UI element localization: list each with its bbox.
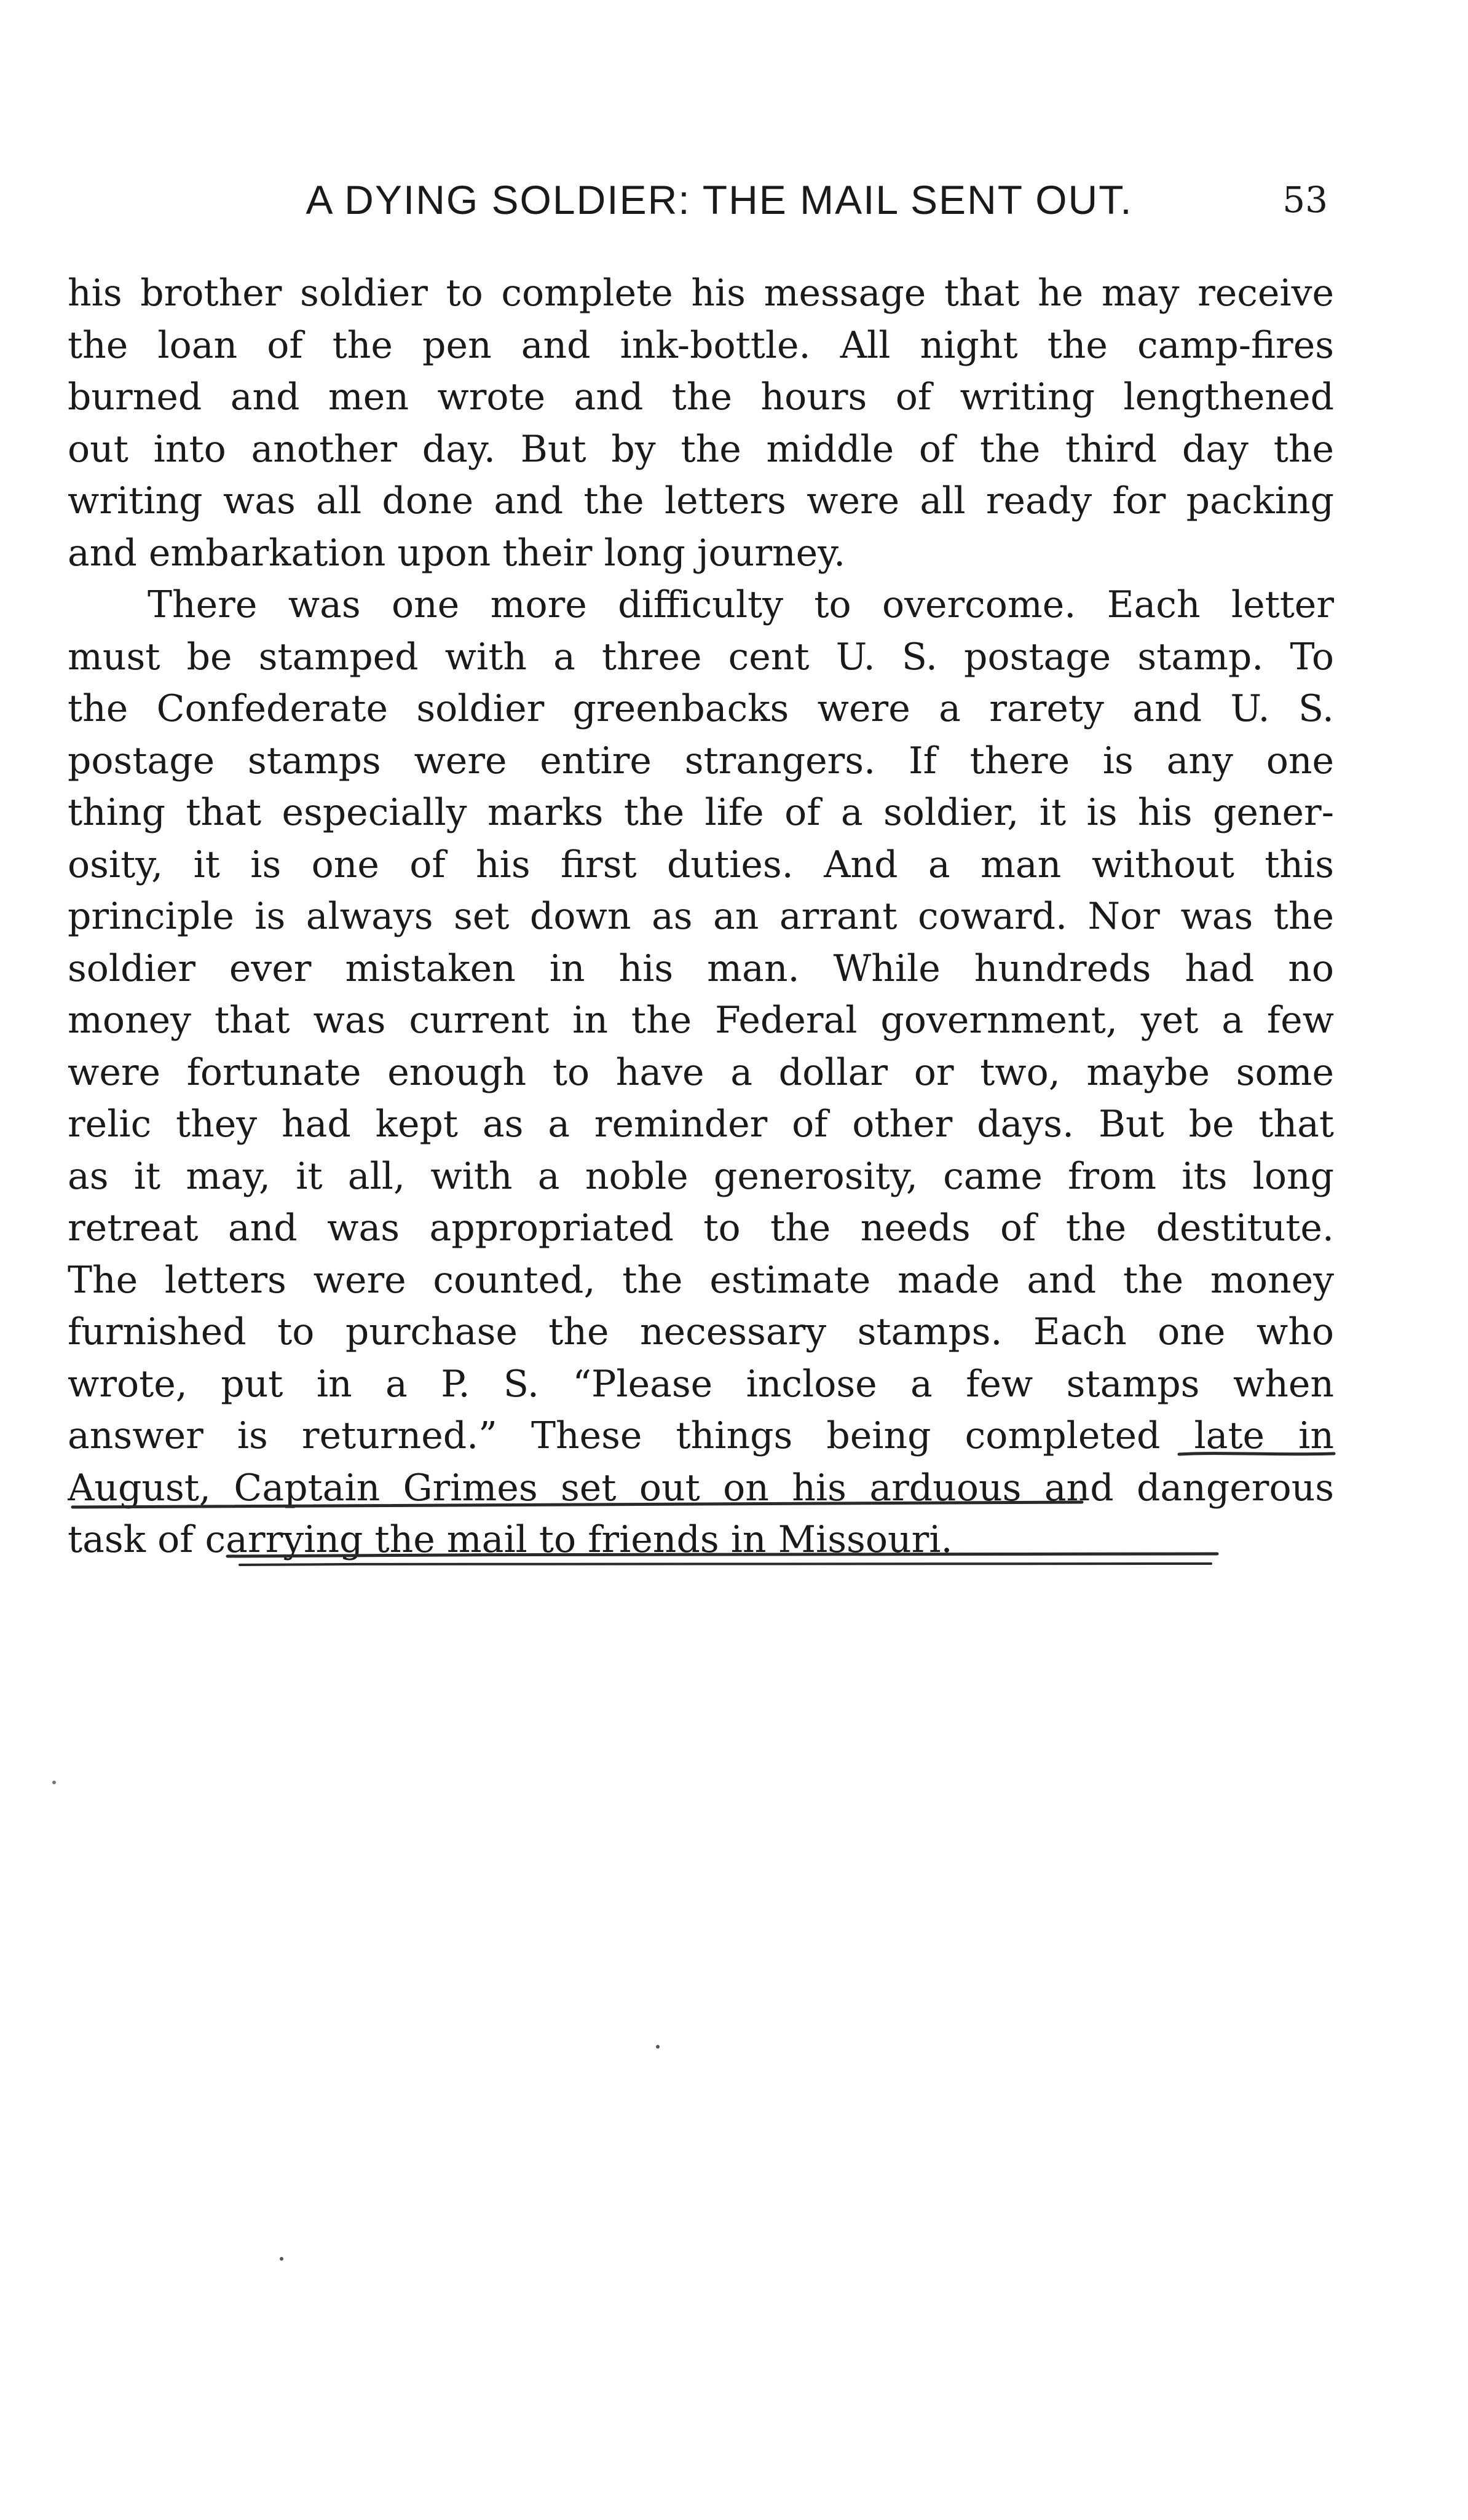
text-line: soldier ever mistaken in his man. While hundreds had no (68, 947, 1334, 990)
stray-mark (656, 2045, 660, 2049)
text-line: principle is always set down as an arrant coward. Nor was the (68, 895, 1334, 938)
text-line: as it may, it all, with a noble generosity, came from its long (68, 1154, 1334, 1198)
text-line: out into another day. But by the middle of the third day the (68, 427, 1334, 471)
text-line: furnished to purchase the necessary stamps. Each one who (68, 1310, 1334, 1353)
text-line: and embarkation upon their long journey. (68, 531, 846, 575)
text-line: writing was all done and the letters were all ready for packing (68, 479, 1334, 522)
text-line: retreat and was appropriated to the needs of the destitute. (68, 1207, 1334, 1250)
running-head (68, 166, 1328, 234)
text-line: the loan of the pen and ink-bottle. All night the camp-fires (68, 323, 1334, 367)
text-line: relic they had kept as a reminder of other days. But be that (68, 1103, 1334, 1146)
chapter-running-title: A DYING SOLDIER: THE MAIL SENT OUT. (306, 177, 1133, 222)
text-line: his brother soldier to complete his message that he may receive (68, 272, 1334, 315)
text-line: wrote, put in a P. S. “Please inclose a few stamps when (68, 1362, 1334, 1406)
text-line: There was one more difficulty to overcome. Each letter (148, 583, 1334, 626)
text-line: the Confederate soldier greenbacks were a rarety and U. S. (68, 687, 1334, 730)
text-line: August, Captain Grimes set out on his arduous and dangerous (68, 1466, 1334, 1510)
stray-mark (280, 2257, 283, 2261)
text-line: must be stamped with a three cent U. S. postage stamp. To (68, 635, 1334, 679)
text-line: The letters were counted, the estimate made and the money (68, 1258, 1334, 1302)
text-line: task of carrying the mail to friends in Missouri. (68, 1518, 953, 1561)
text-line: postage stamps were entire strangers. If there is any one (68, 739, 1334, 782)
text-line: money that was current in the Federal government, yet a few (68, 999, 1334, 1042)
text-line: thing that especially marks the life of a soldier, it is his gener- (68, 791, 1334, 834)
text-line: answer is returned.” These things being completed late in (68, 1414, 1334, 1457)
page-number: 53 (1282, 179, 1328, 221)
text-line: burned and men wrote and the hours of writing lengthened (68, 376, 1334, 419)
text-line: were fortunate enough to have a dollar or two, maybe some (68, 1050, 1334, 1094)
text-line: osity, it is one of his first duties. And a man without this (68, 843, 1334, 886)
body-text (68, 267, 1334, 1566)
stray-mark (52, 1781, 56, 1784)
